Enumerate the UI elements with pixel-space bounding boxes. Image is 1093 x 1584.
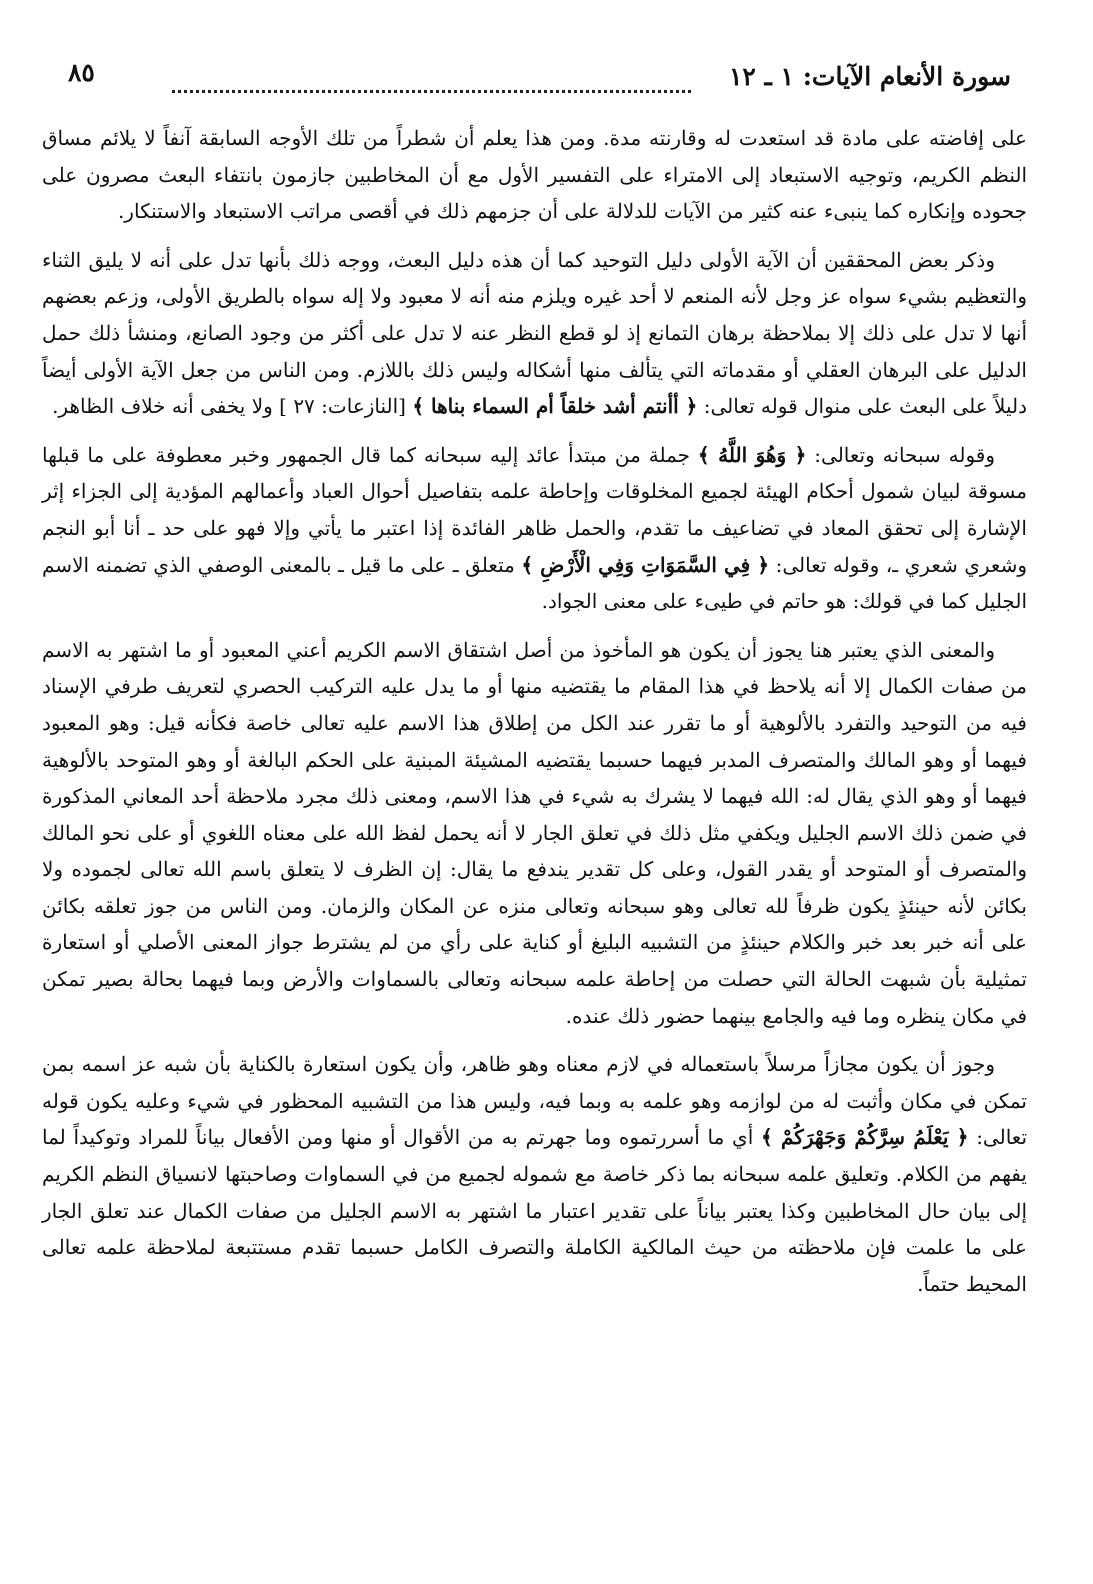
paragraph	[42, 120, 1027, 230]
paragraph-text: وقوله سبحانه وتعالى:	[806, 442, 995, 467]
quran-quote: ﴿ أأنتم أشد خلقاً أم السماء بناها ﴾	[412, 394, 698, 419]
paragraph-text: والمعنى الذي يعتبر هنا يجوز أن يكون هو المأخوذ من أصل اشتقاق الاسم الكريم أعني المعبود أو ما اشتهر به الاسم من صفات الكمال إلا أنه يلاحظ في هذا المقام ما يقتضيه منها أو ما يدل عليه التركيب الحصري لتعريف طرفي الإسناد فيه من التوحيد والتفرد بالألوهية أو ما تقرر عند الكل من إطلاق هذا الاسم عليه تعالى خاصة فكأنه قيل: وهو المعبود فيهما أو وهو المالك والمتصرف المدبر فيهما حسبما يقتضيه المشيئة المبنية على الحكم البالغة أو وهو المتوحد بالألوهية فيهما أو وهو الذي يقال له: الله فيهما لا يشرك به شيء في هذا الاسم، ومعنى ذلك مجرد ملاحظة أحد المعاني المذكورة في ضمن ذلك الاسم الجليل ويكفي مثل ذلك في تعلق الجار لا أنه يحمل لفظ الله على معناه اللغوي أو على نحو المالك والمتصرف أو المتوحد أو يقدر القول، وعلى كل تقدير يندفع ما يقال: إن الظرف لا يتعلق باسم الله تعالى لجموده ولا بكائن لأنه حينئذٍ يكون ظرفاً لله تعالى وهو سبحانه وتعالى منزه عن المكان والزمان. ومن الناس من جوز تعلقه بكائن على أنه خبر بعد خبر والكلام حينئذٍ من التشبيه البليغ أو كناية على رأي من لم يشترط جواز المعنى الأصلي أو استعارة تمثيلية بأن شبهت الحالة التي حصلت من إحاطة علمه سبحانه وتعالى بالسماوات والأرض وبما فيهما بحالة بصير تمكن في مكان ينظره وما فيه والجامع بينهما حضور ذلك عنده.	[42, 637, 1027, 1028]
quran-quote: ﴿ فِي السَّمَوَاتِ وَفِي الْأَرْضِ ﴾	[521, 552, 770, 577]
paragraph	[42, 437, 1027, 620]
paragraph	[42, 242, 1027, 425]
paragraph-text: وجوز أن يكون مجازاً مرسلاً باستعماله في لازم معناه وهو ظاهر، وأن يكون استعارة بالكناية بأن شبه عز اسمه بمن تمكن في مكان وأثبت له من لوازمه وهو علمه به وبما فيه، وليس هذا من التشبيه المحظور في شيء وعليه يكون قوله تعالى:	[42, 1052, 1028, 1150]
page-header	[60, 58, 1011, 102]
paragraph-text: على إفاضته على مادة قد استعدت له وقارنته مدة. ومن هذا يعلم أن شطراً من تلك الأوجه السابقة آنفاً لا يلائم مساق النظم الكريم، وتوجيه الاستبعاد إلى الامتراء على التفسير الأول مع أن المخاطبين جازمون بانتفاء البعث مصرون على جحوده وإنكاره كما ينبىء عنه كثير من الآيات للدلالة على أن جزمهم ذلك في أقصى مراتب الاستبعاد والاستنكار.	[42, 126, 1027, 224]
page-number: ٨٥	[68, 58, 95, 87]
page-body	[42, 120, 1027, 1314]
quran-quote: ﴿ وَهُوَ اللَّهُ ﴾	[697, 442, 807, 467]
paragraph-text: وذكر بعض المحققين أن الآية الأولى دليل التوحيد كما أن هذه دليل البعث، ووجه ذلك بأنها تدل على أنه لا يليق الثناء والتعظيم بشيء سواه عز وجل لأنه المنعم لا أحد غيره ويلزم منه أنه لا معبود ولا إله سواه بالطريق الأولى، وزعم بعضهم أنها لا تدل على ذلك إلا بملاحظة برهان التمانع إذ لو قطع النظر عنه لا تدل على أكثر من وجود الصانع، ومنشأ ذلك حمل الدليل على البرهان العقلي أو مقدماته التي يتألف منها أشكاله وليس ذلك باللازم. ومن الناس من جعل الآية الأولى أيضاً دليلاً على البعث على منوال قوله تعالى:	[42, 247, 1027, 419]
paragraph-text: أي ما أسررتموه وما جهرتم به من الأقوال أو منها ومن الأفعال بياناً للمراد وتوكيداً لما يفهم من الكلام. وتعليق علمه سبحانه بما ذكر خاصة مع شموله لجميع من في السماوات وصاحبتها لانسياق النظم الكريم إلى بيان حال المخاطبين وكذا يعتبر بياناً على تقدير اعتبار ما اشتهر به الاسم الجليل من صفات الكمال عند تعلق الجار على ما علمت فإن ملاحظته من حيث المالكية الكاملة والتصرف الكامل حسبما تقدم مستتبعة لملاحظة علمه تعالى المحيط حتماً.	[42, 1125, 1027, 1296]
dotted-leader	[172, 90, 691, 93]
paragraph-text: [النازعات: ٢٧ ] ولا يخفى أنه خلاف الظاهر.	[52, 394, 413, 419]
paragraph-text: جملة من مبتدأ عائد إليه سبحانه كما قال الجمهور وخبر معطوفة على ما قبلها مسوقة لبيان شمول أحكام الهيئة لجميع المخلوقات وإحاطة علمه بتفاصيل أحوال العباد وأعمالهم المؤدية إلى الجزاء إثر الإشارة إلى تحقق المعاد في تضاعيف ما تقدم، والحمل ظاهر الفائدة إذا اعتبر ما يأتي وإلا فهو على حد ـ أنا أبو النجم وشعري شعري ـ، وقوله تعالى:	[42, 442, 1027, 577]
quran-quote: ﴿ يَعْلَمُ سِرَّكُمْ وَجَهْرَكُمْ ﴾	[760, 1125, 969, 1150]
paragraph	[42, 632, 1027, 1035]
paragraph-text: متعلق ـ على ما قيل ـ بالمعنى الوصفي الذي تضمنه الاسم الجليل كما في قولك: هو حاتم في طيىء على معنى الجواد.	[42, 552, 1027, 614]
running-head: سورة الأنعام الآيات: ١ ـ ١٢	[728, 62, 1011, 91]
paragraph	[42, 1046, 1027, 1302]
